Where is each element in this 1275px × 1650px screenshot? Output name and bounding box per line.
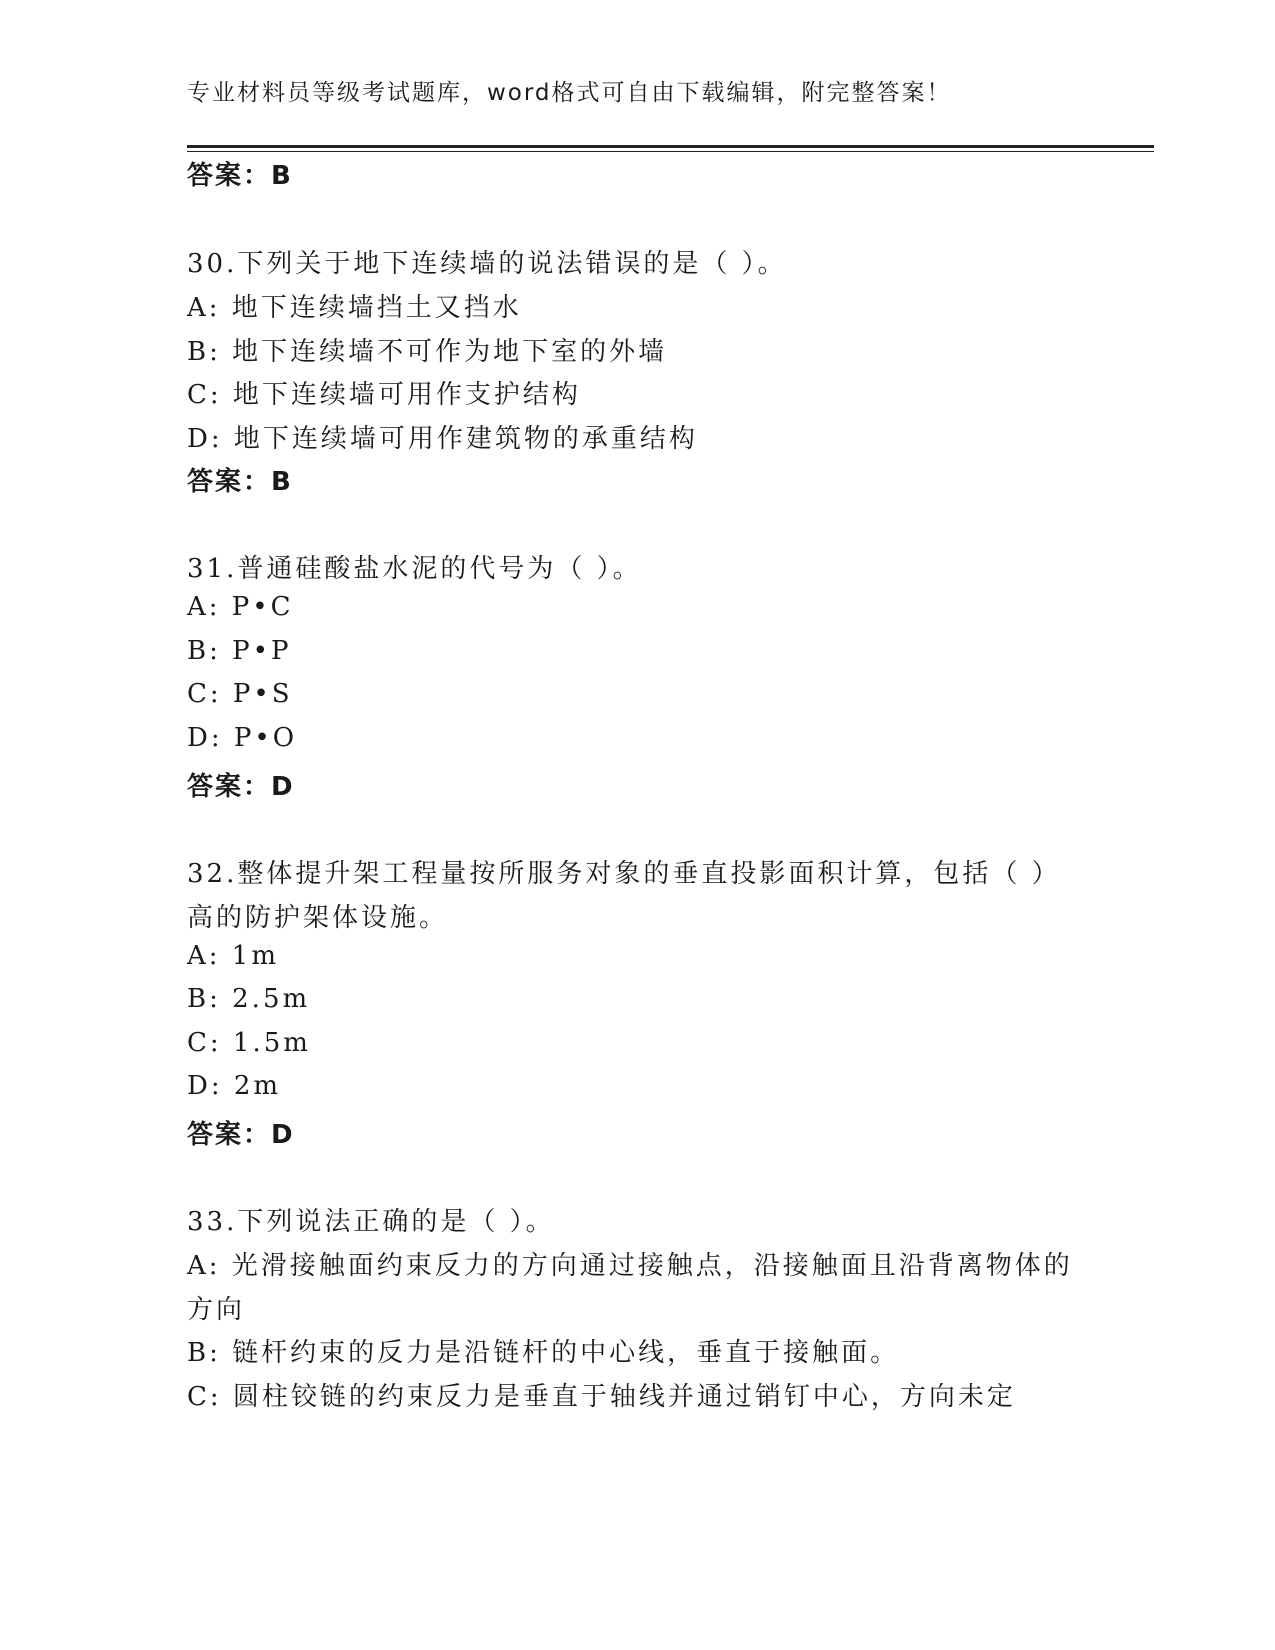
- answer-prev: 答案：B: [187, 161, 293, 191]
- question-30-option-b: B: 地下连续墙不可作为地下室的外墙: [187, 337, 668, 367]
- question-33-option-c: C: 圆柱铰链的约束反力是垂直于轴线并通过销钉中心，方向未定: [187, 1382, 1016, 1412]
- question-31-option-b: B: P•P: [187, 636, 292, 666]
- question-32-stem-line1: 32.整体提升架工程量按所服务对象的垂直投影面积计算，包括（ ）: [187, 859, 1061, 889]
- page-header: 专业材料员等级考试题库，word格式可自由下载编辑，附完整答案！: [187, 80, 952, 106]
- question-33-option-b: B: 链杆约束的反力是沿链杆的中心线，垂直于接触面。: [187, 1338, 900, 1368]
- question-30-answer: 答案：B: [187, 467, 293, 497]
- question-31-stem: 31.普通硅酸盐水泥的代号为（ ）。: [187, 554, 642, 584]
- question-33-option-a-line1: A: 光滑接触面约束反力的方向通过接触点，沿接触面且沿背离物体的: [187, 1251, 1073, 1281]
- question-31-option-c: C: P•S: [187, 679, 293, 709]
- header-rule-thin: [187, 151, 1154, 152]
- question-30-option-a: A: 地下连续墙挡土又挡水: [187, 293, 522, 323]
- question-30-option-c: C: 地下连续墙可用作支护结构: [187, 380, 581, 410]
- question-31-answer: 答案：D: [187, 772, 295, 802]
- question-31-option-a: A: P•C: [187, 592, 294, 622]
- question-32-answer: 答案：D: [187, 1120, 295, 1150]
- question-32-option-d: D: 2m: [187, 1071, 282, 1101]
- question-32-option-a: A: 1m: [187, 941, 279, 971]
- question-32-option-b: B: 2.5m: [187, 984, 311, 1014]
- question-30-stem: 30.下列关于地下连续墙的说法错误的是（ ）。: [187, 249, 787, 279]
- question-33-option-a-line2: 方向: [187, 1295, 246, 1325]
- question-32-stem-line2: 高的防护架体设施。: [187, 903, 449, 933]
- question-32-option-c: C: 1.5m: [187, 1028, 311, 1058]
- header-rule-thick: [187, 145, 1154, 148]
- question-31-option-d: D: P•O: [187, 723, 298, 753]
- question-33-stem: 33.下列说法正确的是（ ）。: [187, 1207, 555, 1237]
- question-30-option-d: D: 地下连续墙可用作建筑物的承重结构: [187, 424, 698, 454]
